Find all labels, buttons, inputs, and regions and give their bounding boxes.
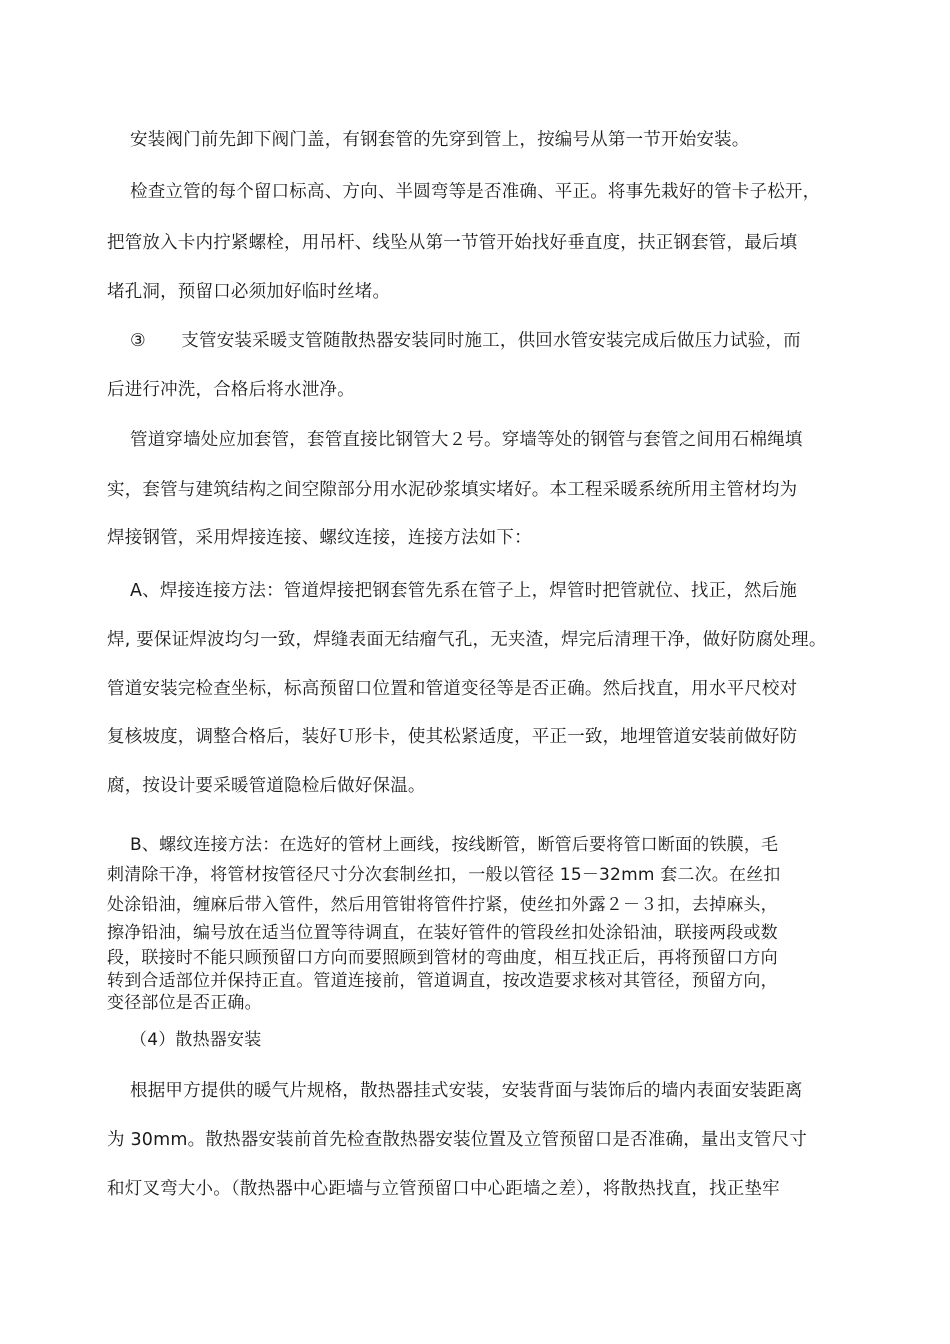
- text-line: A、焊接连接方法：管道焊接把钢套管先系在管子上，焊管时把管就位、找正，然后施: [130, 581, 798, 601]
- text-line: 检查立管的每个留口标高、方向、半圆弯等是否准确、平正。将事先栽好的管卡子松开，: [130, 182, 821, 202]
- section-heading: （4）散热器安装: [130, 1030, 262, 1050]
- text-line: 刺清除干净，将管材按管径尺寸分次套制丝扣，一般以管径 15－32mm 套二次。在丝扣: [107, 865, 781, 885]
- text-line: 实，套管与建筑结构之间空隙部分用水泥砂浆填实堵好。本工程采暖系统所用主管材均为: [107, 480, 798, 500]
- text-line: 为 30mm。散热器安装前首先检查散热器安装位置及立管预留口是否准确，量出支管尺寸: [107, 1130, 808, 1150]
- text-line: 把管放入卡内拧紧螺栓，用吊杆、线坠从第一节管开始找好垂直度，扶正钢套管，最后填: [107, 233, 798, 253]
- text-line: 堵孔洞，预留口必须加好临时丝堵。: [107, 282, 391, 302]
- text-line: 擦净铅油，编号放在适当位置等待调直，在装好管件的管段丝扣处涂铅油，联接两段或数: [107, 923, 778, 943]
- text-line: 转到合适部位并保持正直。管道连接前，管道调直，按改造要求核对其管径，预留方向，: [107, 971, 778, 991]
- text-line: 后进行冲洗，合格后将水泄净。: [107, 380, 355, 400]
- text-line: 焊接钢管，采用焊接连接、螺纹连接，连接方法如下：: [107, 528, 532, 548]
- text-line: ③ 支管安装采暖支管随散热器安装同时施工，供回水管安装完成后做压力试验，而: [130, 331, 801, 351]
- text-line: 焊, 要保证焊波均匀一致，焊缝表面无结瘤气孔，无夹渣，焊完后清理干净，做好防腐处理。: [107, 630, 827, 650]
- text-line: 变径部位是否正确。: [107, 993, 262, 1013]
- text-line: 腐，按设计要采暖管道隐检后做好保温。: [107, 776, 426, 796]
- text-line: 管道穿墙处应加套管，套管直接比钢管大２号。穿墙等处的钢管与套管之间用石棉绳填: [130, 430, 803, 450]
- text-line: 复核坡度，调整合格后，装好Ｕ形卡，使其松紧适度，平正一致，地埋管道安装前做好防: [107, 727, 798, 747]
- text-line: B、螺纹连接方法：在选好的管材上画线，按线断管，断管后要将管口断面的铁膜，毛: [130, 835, 779, 855]
- text-line: 根据甲方提供的暖气片规格，散热器挂式安装，安装背面与装饰后的墙内表面安装距离: [130, 1081, 803, 1101]
- text-line: 安装阀门前先卸下阀门盖，有钢套管的先穿到管上，按编号从第一节开始安装。: [130, 130, 750, 150]
- text-line: 处涂铅油，缠麻后带入管件，然后用管钳将管件拧紧，使丝扣外露２－３扣，去掉麻头，: [107, 895, 778, 915]
- text-line: 段，联接时不能只顾预留口方向而要照顾到管材的弯曲度，相互找正后，再将预留口方向: [107, 948, 778, 968]
- text-line: 管道安装完检查坐标，标高预留口位置和管道变径等是否正确。然后找直，用水平尺校对: [107, 679, 798, 699]
- text-line: 和灯叉弯大小。（散热器中心距墙与立管预留口中心距墙之差），将散热找直，找正垫牢: [107, 1179, 780, 1199]
